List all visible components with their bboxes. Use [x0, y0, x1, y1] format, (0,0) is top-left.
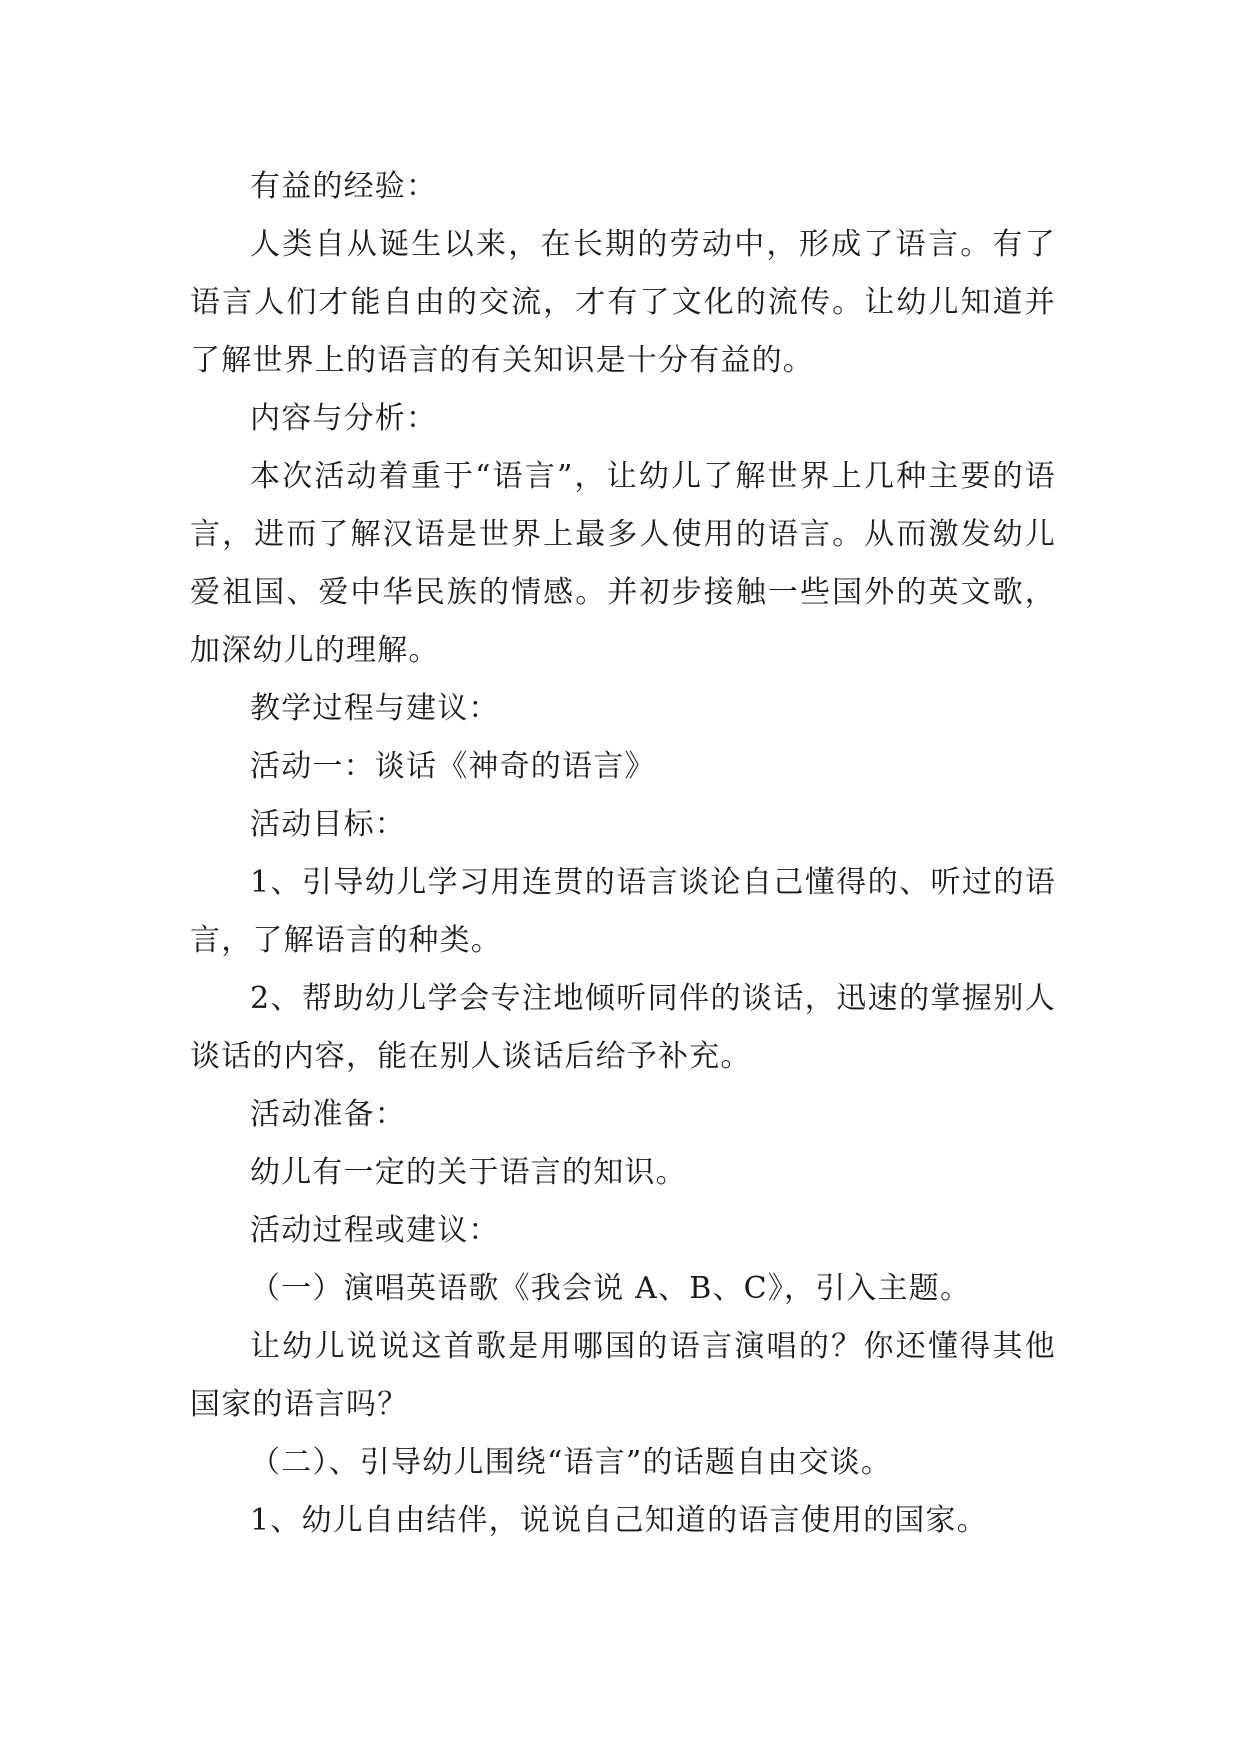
heading-activity-one: 活动一：谈话《神奇的语言》 — [250, 749, 656, 784]
heading-activity-process: 活动过程或建议： — [250, 1213, 500, 1248]
paragraph-activity-focus: 本次活动着重于“语言”，让幼儿了解世界上几种主要的语言，进而了解汉语是世界上最多人使用的语言。从而激发幼儿爱祖国、爱中华民族的情感。并初步接触一些国外的英文歌，加深幼儿的理解。 — [190, 459, 1056, 668]
step-one: （一）演唱英语歌《我会说 A、B、C》，引入主题。 — [250, 1271, 972, 1306]
paragraph-language-origin: 人类自从诞生以来，在长期的劳动中，形成了语言。有了语言人们才能自由的交流，才有了文化的流传。让幼儿知道并了解世界上的语言的有关知识是十分有益的。 — [190, 227, 1056, 378]
heading-beneficial-experience: 有益的经验： — [250, 169, 438, 204]
heading-activity-preparation: 活动准备： — [250, 1097, 406, 1132]
goal-item-1: 1、引导幼儿学习用连贯的语言谈论自己懂得的、听过的语言，了解语言的种类。 — [190, 865, 1056, 958]
goal-item-2: 2、帮助幼儿学会专注地倾听同伴的谈话，迅速的掌握别人谈话的内容，能在别人谈话后给予补充。 — [190, 981, 1056, 1074]
paragraph-step-one-detail: 让幼儿说说这首歌是用哪国的语言演唱的？你还懂得其他国家的语言吗？ — [190, 1329, 1056, 1422]
heading-activity-goals: 活动目标： — [250, 807, 406, 842]
heading-content-analysis: 内容与分析： — [250, 401, 438, 436]
step-two-item-1: 1、幼儿自由结伴，说说自己知道的语言使用的国家。 — [250, 1503, 988, 1538]
document-body — [190, 158, 1056, 1550]
heading-teaching-process: 教学过程与建议： — [250, 691, 500, 726]
paragraph-preparation: 幼儿有一定的关于语言的知识。 — [250, 1155, 687, 1190]
step-two: （二）、引导幼儿围绕“语言”的话题自由交谈。 — [250, 1445, 893, 1480]
